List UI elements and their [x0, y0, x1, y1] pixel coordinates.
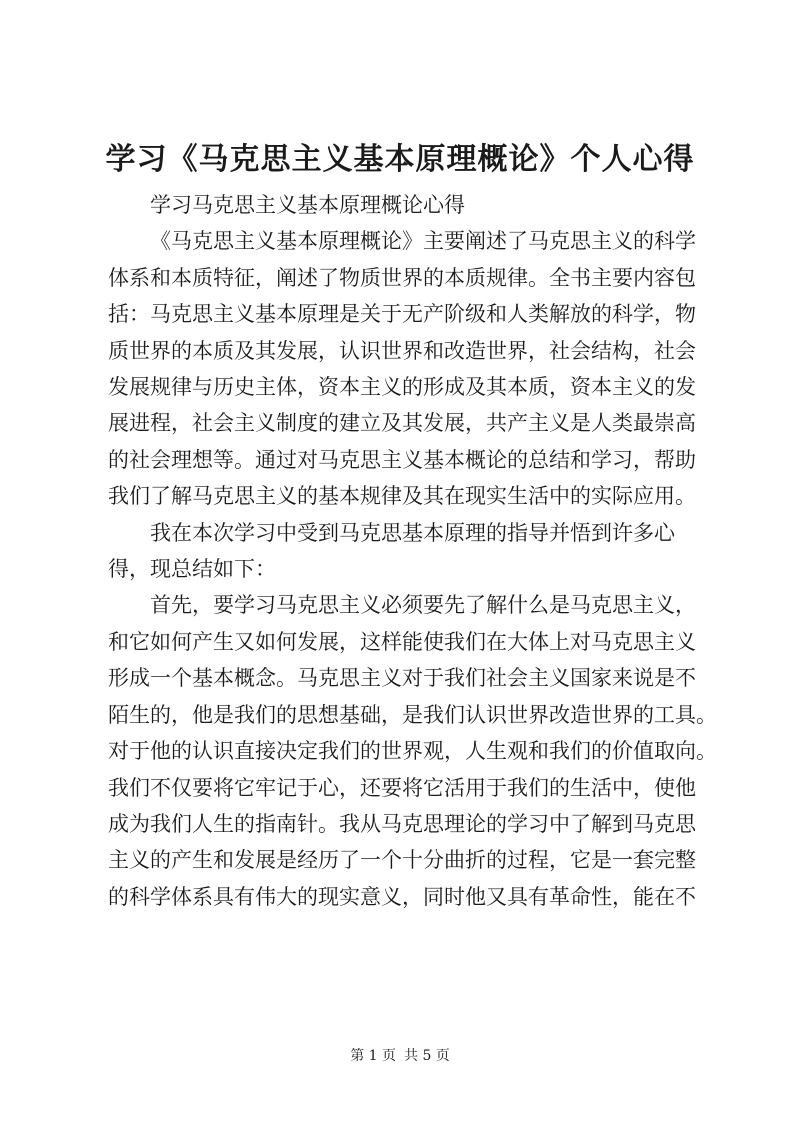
text-line: 体系和本质特征，阐述了物质世界的本质规律。全书主要内容包 — [108, 265, 696, 290]
text-line: 首先，要学习马克思主义必须要先了解什么是马克思主义， — [150, 593, 696, 618]
page-number: 第 1 页 — [350, 1048, 396, 1064]
text-line: 形成一个基本概念。马克思主义对于我们社会主义国家来说是不 — [108, 666, 696, 691]
paragraph-subtitle — [108, 187, 712, 223]
paragraph-first — [108, 587, 717, 915]
text-line: 成为我们人生的指南针。我从马克思理论的学习中了解到马克思 — [108, 811, 696, 836]
text-line: 得，现总结如下： — [108, 557, 276, 582]
document-title: 学习《马克思主义基本原理概论》个人心得 — [105, 142, 695, 177]
paragraph-study — [108, 515, 712, 588]
text-line: 的科学体系具有伟大的现实意义，同时他又具有革命性，能在不 — [108, 884, 696, 909]
text-line: 我们了解马克思主义的基本规律及其在现实生活中的实际应用。 — [108, 484, 696, 509]
text-line: 学习马克思主义基本原理概论心得 — [150, 193, 465, 217]
text-line: 陌生的，他是我们的思想基础，是我们认识世界改造世界的工具。 — [108, 702, 717, 727]
text-line: 我们不仅要将它牢记于心，还要将它活用于我们的生活中，使他 — [108, 775, 696, 800]
text-line: 我在本次学习中受到马克思基本原理的指导并悟到许多心 — [150, 520, 675, 545]
text-line: 《马克思主义基本原理概论》主要阐述了马克思主义的科学 — [150, 229, 696, 254]
text-line: 括：马克思主义基本原理是关于无产阶级和人类解放的科学，物 — [108, 302, 696, 327]
page-footer — [0, 1046, 800, 1066]
text-line: 发展规律与历史主体，资本主义的形成及其本质，资本主义的发 — [108, 375, 696, 400]
text-line: 质世界的本质及其发展，认识世界和改造世界，社会结构，社会 — [108, 338, 696, 363]
text-line: 展进程，社会主义制度的建立及其发展，共产主义是人类最崇高 — [108, 411, 696, 436]
text-line: 的社会理想等。通过对马克思主义基本概论的总结和学习，帮助 — [108, 447, 696, 472]
text-line: 主义的产生和发展是经历了一个十分曲折的过程，它是一套完整 — [108, 848, 696, 873]
paragraph-intro — [108, 223, 712, 514]
text-line: 对于他的认识直接决定我们的世界观，人生观和我们的价值取向。 — [108, 739, 717, 764]
page-total: 共 5 页 — [404, 1048, 450, 1064]
document-body — [108, 187, 717, 915]
text-line: 和它如何产生又如何发展，这样能使我们在大体上对马克思主义 — [108, 629, 696, 654]
